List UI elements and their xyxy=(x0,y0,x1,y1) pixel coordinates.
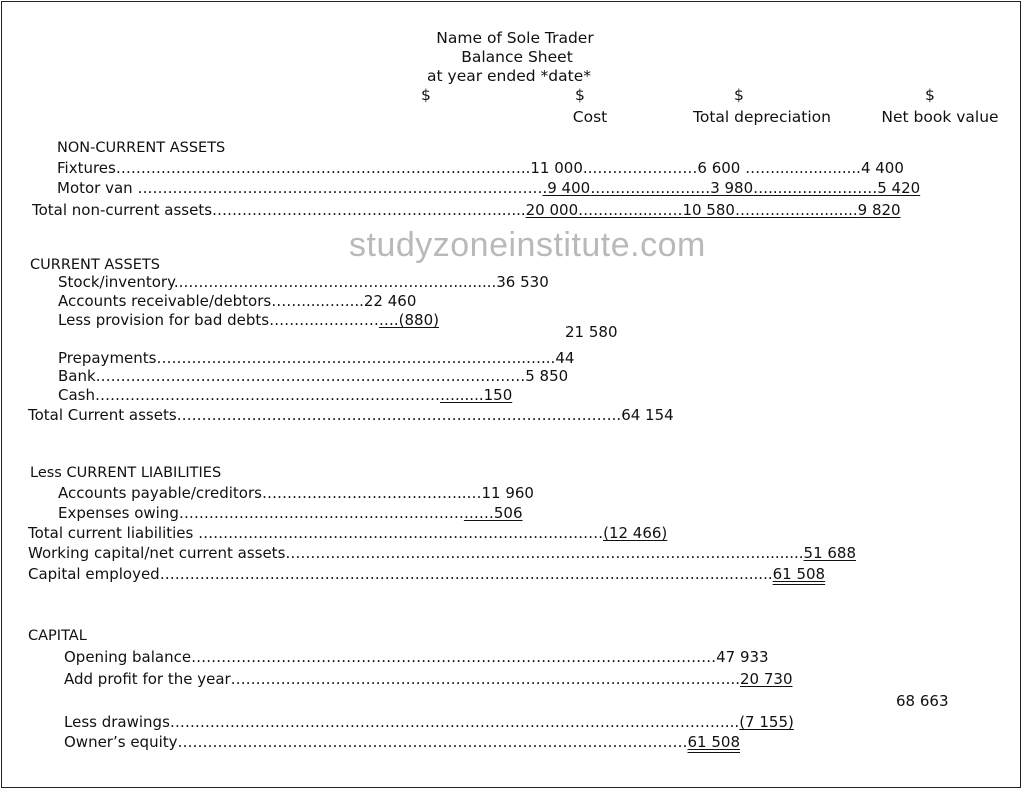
cash-value: …......150 xyxy=(440,386,513,404)
row-working-capital xyxy=(28,544,856,562)
row-accounts-receivable: Accounts receivable/debtors……......…....22 460 xyxy=(58,292,417,310)
total-non-current-nbv: 9 820 xyxy=(857,201,901,219)
row-accounts-payable: Accounts payable/creditors…………………………………..…11 960 xyxy=(58,484,534,502)
total-current-liabilities-value: (12 466) xyxy=(603,524,668,542)
provision-value: ….(880) xyxy=(378,311,439,329)
column-header-depreciation: Total depreciation xyxy=(693,108,831,126)
total-current-liabilities-label: Total current liabilities ……………………………………………………………………… xyxy=(28,524,604,542)
net-receivables-value: 21 580 xyxy=(565,323,618,341)
row-total-current-assets: Total Current assets……………………………………………………………………………..64 154 xyxy=(28,406,674,424)
owners-equity-value: 61 508 xyxy=(687,733,741,751)
drawings-value: (7 155) xyxy=(739,713,794,731)
total-non-current-depreciation: 10 580 xyxy=(682,201,735,219)
row-provision-bad-debts xyxy=(58,311,439,329)
section-heading-capital: CAPITAL xyxy=(28,628,87,644)
column-header-cost: Cost xyxy=(572,108,608,126)
row-expenses-owing xyxy=(58,504,523,522)
currency-symbol-cost: $ xyxy=(575,86,585,104)
statement-title: Balance Sheet xyxy=(461,48,573,66)
row-total-current-liabilities xyxy=(28,524,667,542)
owners-equity-label: Owner’s equity………………………………………………………………………………………… xyxy=(64,733,688,751)
expenses-owing-label: Expenses owing………………………………………………… xyxy=(58,504,464,522)
motor-van-dots: …………………… xyxy=(590,179,711,197)
business-name: Name of Sole Trader xyxy=(436,29,594,47)
section-heading-current-liabilities: Less CURRENT LIABILITIES xyxy=(30,465,222,481)
row-opening-balance: Opening balance……………………………………………………………………………………………47 933 xyxy=(64,648,769,666)
cash-label: Cash…………………………………………………………… xyxy=(58,386,440,404)
provision-label: Less provision for bad debts……….………… xyxy=(58,311,379,329)
motor-van-nbv: 5 420 xyxy=(877,179,921,197)
total-non-current-label: Total non-current assets…………………………………………………...... xyxy=(32,201,526,219)
capital-employed-label: Capital employed…………………………………………………………………………………………………...…...... xyxy=(28,565,773,583)
motor-van-label: Motor van ……………………………………………………………………… xyxy=(57,179,543,197)
row-prepayments: Prepayments………………………………………………………………..…...44 xyxy=(58,349,575,367)
profit-label: Add profit for the year………………………………………………………………………………………... xyxy=(64,670,740,688)
row-owners-equity xyxy=(64,733,740,751)
motor-van-dots-2: …....……………… xyxy=(753,179,878,197)
total-non-current-dots-2: …………….......... xyxy=(734,201,858,219)
row-cash xyxy=(58,386,512,404)
profit-value: 20 730 xyxy=(740,670,793,688)
row-capital-employed xyxy=(28,565,825,583)
column-header-nbv: Net book value xyxy=(881,108,999,126)
motor-van-cost: .9 400 xyxy=(542,179,591,197)
capital-subtotal: 68 663 xyxy=(896,692,949,710)
currency-symbol-nbv: $ xyxy=(925,86,935,104)
working-capital-value: 51 688 xyxy=(803,544,857,562)
row-motor-van xyxy=(57,179,920,197)
total-non-current-cost: 20 000 xyxy=(525,201,579,219)
motor-van-depreciation: 3 980 xyxy=(710,179,754,197)
row-total-non-current-assets xyxy=(32,201,901,219)
currency-symbol-depreciation: $ xyxy=(734,86,744,104)
section-heading-current-assets: CURRENT ASSETS xyxy=(30,257,160,273)
row-stock: Stock/inventory..……………………………………………….........36 530 xyxy=(58,273,549,291)
currency-symbol-1: $ xyxy=(421,86,431,104)
section-heading-non-current-assets: NON-CURRENT ASSETS xyxy=(57,140,226,156)
row-profit-for-year xyxy=(64,670,793,688)
statement-period: at year ended *date* xyxy=(427,67,591,85)
capital-employed-value: 61 508 xyxy=(772,565,826,583)
row-drawings xyxy=(64,713,794,731)
row-bank: Bank………………………………………………………………..…………5 850 xyxy=(58,367,569,385)
watermark: studyzoneinstitute.com xyxy=(349,226,706,264)
total-non-current-dots: …………...…… xyxy=(578,201,683,219)
expenses-owing-value: ……506 xyxy=(463,504,523,522)
row-fixtures: Fixtures………………………………………………………………………..11 000..…………………6 600 ……..................4 400 xyxy=(57,159,904,177)
drawings-label: Less drawings…………………………………………………………………………………………………... xyxy=(64,713,740,731)
working-capital-label: Working capital/net current assets……………………………………………………………………………………........ xyxy=(28,544,804,562)
